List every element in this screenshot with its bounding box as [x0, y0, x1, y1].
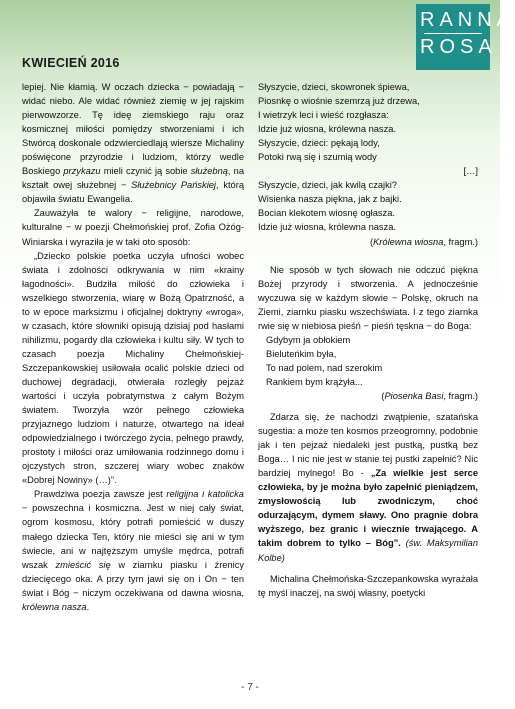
paragraph-7: Michalina Chełmońska-Szczepankowska wyrażała tę myśl inaczej, na swój własny, poetycki	[258, 573, 478, 598]
right-column	[258, 80, 478, 600]
paragraph-1: lepiej. Nie kłamią. W oczach dziecka − powiadają − widać niebo. Ale widać również ziemię w jej rajskim pierwowzorze. Tę ideę ziemskiego raju oraz kosmicznej miłości pomiędzy stworzeniami i ich Stwórcą doskonale odzwierciedlają wiersze Michaliny poświęcone przyrodzie i ludziom, którzy wedle Boskiego przykazu mieli czynić ją sobie służebną, na kształt owej służebnej − Służebnicy Pańskiej, którą objawiła światu Ewangelia.	[22, 82, 244, 205]
poem-line: To nad polem, nad szerokim	[266, 362, 383, 373]
poem-line: Bieluteńkim była,	[266, 348, 337, 359]
poem-line: Piosnkę o wiośnie szemrzą już drzewa,	[258, 96, 420, 107]
poem-line: Słyszycie, dzieci, skowronek śpiewa,	[258, 82, 410, 92]
logo-line-1: RANNA	[420, 9, 515, 31]
poem-piosenka-basi	[258, 333, 478, 403]
paragraph-4: Prawdziwa poezja zawsze jest religijna i katolicka − powszechna i kosmiczna. Jest w niej cały świat, ogrom kosmosu, który potrafi pomieścić w duszy małego dziecka Ten, który nie mieści się ani w tym świecie, ani w najtęższym umyśle mędrca, potrafi wszak zmieścić się w ziarnku piasku i źrenicy dziecięcego oka. A przy tym jawi się on i On − ten świat i Bóg − niczym oczekiwana od dawna wiosna, królewna nasza.	[22, 489, 244, 612]
magazine-logo	[416, 4, 515, 70]
poem-source: (Królewna wiosna, fragm.)	[370, 236, 478, 247]
poem-line: Gdybym ja obłokiem	[266, 334, 351, 345]
paragraph-6: Zdarza się, że nachodzi zwątpienie, szatańska sugestia: a może ten kosmos przeogromny, podobnie jak i ten pejzaż niedaleki jest pustką, pustką bez Boga… I nic nie jest w stanie tej pustki zapełnić? Nic bardziej mylnego! Bo - „Za wielkie jest serce człowieka, by je można było zapełnić pieniądzem, zmysłowością lub zwodniczym, choć odurzającym, dymem sławy. Ono pragnie dobra wyższego, bez granic i wiecznie trwającego. A takim dobrem to tylko – Bóg”. (św. Maksymilian Kolbe)	[258, 412, 478, 563]
logo-line-2: ROSA	[420, 36, 497, 58]
poem-line: Słyszycie, dzieci, jak kwilą czajki?	[258, 180, 397, 191]
poem-line: Idzie już wiosna, królewna nasza.	[258, 124, 396, 135]
poem-source: (Piosenka Basi, fragm.)	[381, 390, 478, 401]
poem-line: Słyszycie, dzieci: pękają lody,	[258, 138, 380, 149]
poem-line: I wietrzyk leci i wieść rozgłasza:	[258, 110, 389, 121]
quote-source: (św. Maksymilian Kolbe)	[258, 538, 478, 563]
paragraph-5: Nie sposób w tych słowach nie odczuć piękna Bożej przyrody i stworzenia. A jednocześnie wyczuwa się w każdym słowie − Polskę, okruch na Ziemi, ziarnku piasku wszechświata. I z tego ziarnka rwie się w niebiosa pieśń − pieśń tęskna − do Boga:	[258, 264, 478, 331]
poem-krolewna-wiosna	[258, 80, 478, 249]
poem-line: Rankiem bym krążyła...	[266, 376, 363, 387]
poem-line: Wisienka nasza piękna, jak z bajki.	[258, 194, 402, 205]
poem-line: Bocian klekotem wiosnę ogłasza.	[258, 208, 395, 219]
poem-line: Potoki rwą się i szumią wody	[258, 152, 377, 163]
poem-ellipsis: […]	[463, 166, 478, 177]
paragraph-2: Zauważyła te walory − religijne, narodowe, kulturalne − w poezji Chełmońskiej prof. Zofia Ożóg-Winiarska i wyraziła je w taki oto sposób:	[22, 208, 244, 247]
page-number: - 7 -	[241, 682, 259, 693]
left-column	[22, 80, 244, 614]
quote-ozog-winiarska: „Dziecko polskie poetka uczyła ufności wobec świata i zdolności odkrywania w nim «krainy łagodności». Budziła miłość do człowieka i wszelkiego stworzenia, wiarę w Bożą Opatrzność, a to w epoce marksizmu i oficjalnej doktryny «wroga», w czasach, które słowniki opisują dzisiaj pod hasłami nihilizmu, pogardy dla człowieka i kultu siły. W tych to czasach poezja Michaliny Chełmońskiej-Szczepankowskiej usiłowała ocalić polskie dzieci od duchowej degradacji, otwierała rozległy pejzaż wartości i uczyła pobratymstwa z całym Bożym światem. Tworzyła wzór pełnego człowieka przyjaznego ludziom i naturze, otwartego na ideał odpowiedzialnego i twórczego życia, pełnego prawdy, prostoty i miłości oraz umiłowania rodzinnego domu i ojczystych stron, szczerej wiary wobec znaków «Dobrej Nowiny» (…)”.	[22, 250, 244, 486]
poem-line: Idzie już wiosna, królewna nasza.	[258, 222, 396, 233]
issue-date: KWIECIEŃ 2016	[22, 56, 120, 70]
kolbe-quote: „Za wielkie jest serce człowieka, by je można było zapełnić pieniądzem, zmysłowością lub zwodniczym, choć odurzającym, dymem sławy. Ono pragnie dobra wyższego, bez granic i wiecznie trwającego. A takim dobrem to tylko – Bóg”.	[258, 468, 478, 549]
